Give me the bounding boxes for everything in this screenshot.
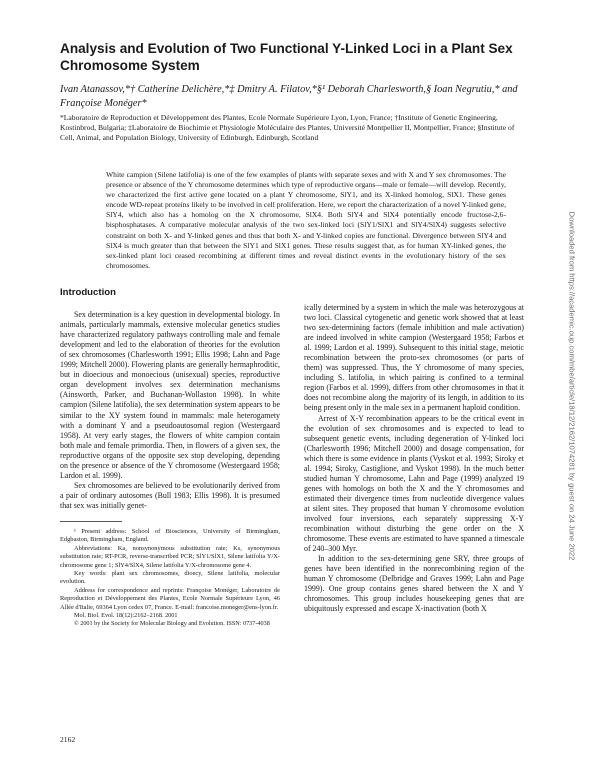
journal-citation: Mol. Biol. Evol. 18(12):2162–2168. 2001 — [74, 612, 178, 620]
page-number: 2162 — [60, 735, 76, 744]
footnote-present-address: ¹ Present address: School of Biosciences, University of Birmingham, Edgbaston, Birmingham, England. — [60, 527, 280, 544]
footnote-keywords: Key words: plant sex chromosomes, dioecy, Silene latifolia, molecular evolution. — [60, 570, 280, 586]
copyright-line: © 2001 by the Society for Molecular Biology and Evolution. ISSN: 0737-4038 — [74, 620, 270, 628]
article-title: Analysis and Evolution of Two Functional Y-Linked Loci in a Plant Sex Chromosome System — [60, 41, 513, 73]
footnote-abbreviations: Abbreviations: Ka, nonsynonymous substitution rate; Ks, synonymous substitution rate; RT-PCR, reverse-transcribed PCR; SlY1/SlX1, Silene latifolia Y/X-chromosome gene 1; SlY4/SlX4, Silene latifolia Y/X-chromosome gene 4. — [60, 544, 280, 569]
left-column — [60, 288, 280, 628]
footnote-correspondence: Address for correspondence and reprints: Françoise Monéger, Laboratoire de Reproduction et Développement des Plantes, Ecole Normale Supérieure Lyon, 46 Allée d'Italie, 69364 Lyon cedex 07, France. E-mail: francoise.moneger@ens-lyon.fr. — [60, 586, 280, 611]
affiliations: *Laboratoire de Reproduction et Développement des Plantes, Ecole Normale Supérieure Lyon, Lyon, France; †Institute of Genetic Engineering, Kostinbrod, Bulgaria; ‡Laboratoire de Biochimie et Physiologie Moléculaire des Plantes, Université Montpellier II, Montpellier, France; §Institute of Cell, Animal, and Population Biology, University of Edinburgh, Edinburgh, Scotland — [60, 113, 515, 142]
author-list: Ivan Atanassov,*† Catherine Delichère,*‡ Dmitry A. Filatov,*§¹ Deborah Charlesworth,§ Ioan Negrutiu,* and Françoise Monéger* — [60, 84, 518, 109]
right-column — [304, 303, 524, 614]
intro-paragraph-1: Sex determination is a key question in developmental biology. In animals, particularly mammals, extensive molecular genetics studies have characterized regulatory pathways controlling male and female development and led to the elaboration of theories for the evolution of sex chromosomes (Charlesworth 1991; Ellis 1998; Lahn and Page 1999; Mitchell 2000). Flowering plants are generally hermaphroditic, but in dioecious and monoecious (unisexual) species, reproductive organ development involves sex determination mechanisms (Ainsworth, Parker, and Buchanan-Wollaston 1998). In white campion (Silene latifolia), the sex determination system appears to be similar to the XY system found in mammals: male heterogamety with a dominant Y and a pseudoautosomal region (Westergaard 1958). At very early stages, the flowers of white campion contain both male and female primordia. Then, in flowers of a given sex, the reproductive organs of the opposite sex stop developing, depending on the presence or absence of the Y chromosome (Westergaard 1958; Lardon et al. 1999). — [60, 310, 280, 480]
footnote-divider — [60, 521, 122, 522]
intro-paragraph-3: Arrest of X-Y recombination appears to be the critical event in the evolution of sex chromosomes and is expected to lead to subsequent genetic events, including degeneration of Y-linked loci (Charlesworth 1996; Mitchell 2000) and dosage compensation, for which there is some evidence in plants (Vyskot et al. 1993; Siroky et al. 1994; Siroky, Castiglione, and Vyskot 1998). In the much better studied human Y chromosome, Lahn and Page (1999) analyzed 19 genes with homologs on both the X and the Y chromosomes and estimated their divergence times from nucleotide divergence values at silent sites. They proposed that human Y chromosome evolution involved four inversions, each separately suppressing X-Y recombination without disturbing the gene order on the X chromosome. These events are estimated to have spanned a timescale of 240–300 Myr. — [304, 413, 524, 554]
intro-paragraph-2-continued: ically determined by a system in which the male was heterozygous at two loci. Classical cytogenetic and genetic work showed that at least two sex-determining factors (female inhibition and male activation) are indeed involved in white campion (Westergaard 1958; Farbos et al. 1999; Lardon et al. 1999). Subsequent to this initial stage, meiotic recombination between the proto-sex chromosomes (or parts of them) was suppressed. Thus, the Y chromosome of many species, including S. latifolia, in which pairing is confined to a terminal region (Farbos et al. 1999), differs from other chromosomes in that it does not recombine along the majority of its length, in addition to its being present only in the male sex in a permanent haploid condition. — [304, 303, 524, 413]
intro-paragraph-4: In addition to the sex-determining gene SRY, three groups of genes have been identified in the nonrecombining region of the human Y chromosome (Delbridge and Graves 1999; Lahn and Page 1999). One group contains genes shared between the X and Y chromosomes. This group includes housekeeping genes that are ubiquitously expressed and escape X-inactivation (both X — [304, 554, 524, 614]
abstract: White campion (Silene latifolia) is one of the few examples of plants with separate sexes and with X and Y sex chromosomes. The presence or absence of the Y chromosome determines which type of reproductive organs—male or female—will develop. Recently, we characterized the first active gene located on a plant Y chromosome, SlY1, and its X-linked homolog, SlX1. These genes encode WD-repeat proteins likely to be involved in cell proliferation. Here, we report the characterization of a novel Y-linked gene, SlY4, which also has a homolog on the X chromosome, SlX4. Both SlY4 and SlX4 potentially encode fructose-2,6-bisphosphatases. A comparative molecular analysis of the two sex-linked loci (SlY1/SlX1 and SlY4/SlX4) suggests selective constraint on both X- and Y-linked genes and thus that both X- and Y-linked copies are functional. Divergence between SlY4 and SlX4 is much greater than that between the SlY1 and SlX1 genes. These results suggest that, as for human XY-linked genes, the sex-linked plant loci ceased recombining at different times and reveal distinct events in the evolutionary history of the sex chromosomes. — [106, 170, 506, 270]
intro-paragraph-2: Sex chromosomes are believed to be evolutionarily derived from a pair of ordinary autosomes (Bull 1983; Ellis 1998). It is presumed that sex was initially genet- — [60, 480, 280, 510]
download-watermark: Downloaded from https://academic.oup.com/mbe/article/18/12/2162/1074281 by guest on 24 June 2022 — [567, 211, 577, 561]
section-heading-introduction: Introduction — [60, 287, 116, 298]
